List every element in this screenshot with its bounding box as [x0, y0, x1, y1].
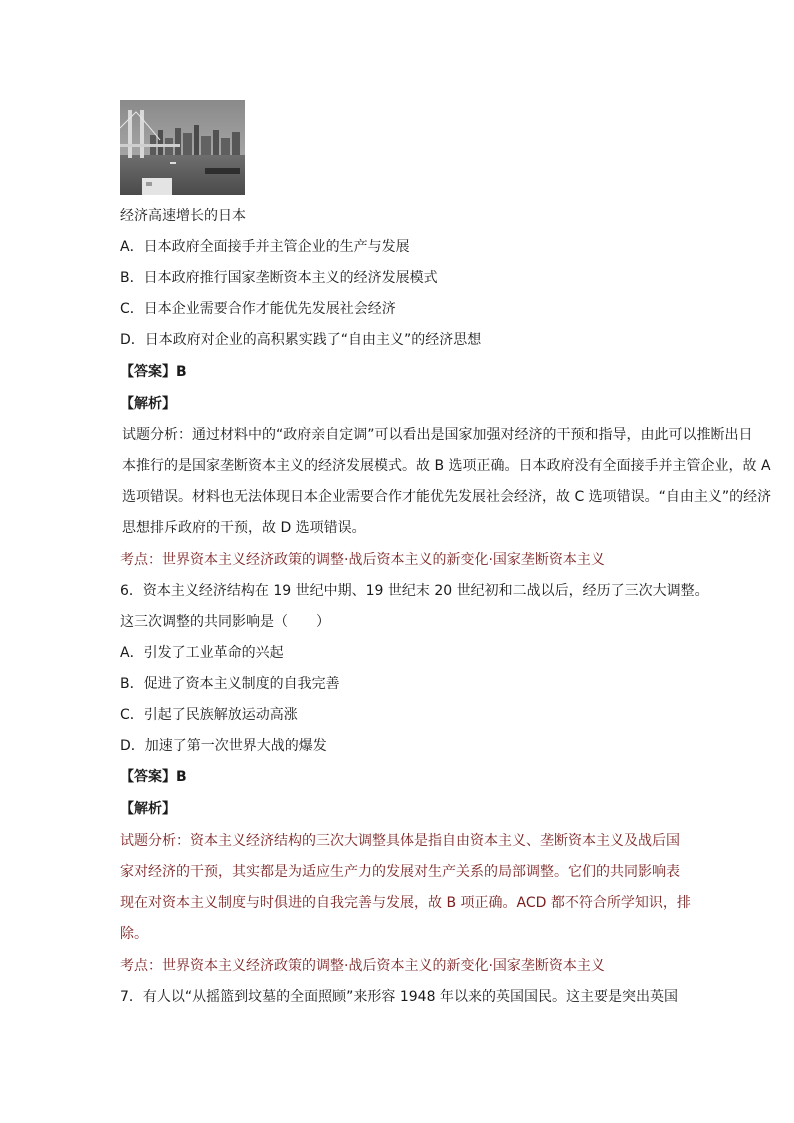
q5-analysis-line-1: 试题分析：通过材料中的“政府亲自定调”可以看出是国家加强对经济的干预和指导，由此可以推断出日	[122, 427, 753, 443]
q5-kaodian: 考点：世界资本主义经济政策的调整·战后资本主义的新变化·国家垄断资本主义	[120, 552, 605, 568]
q6-stem-line-2: 这三次调整的共同影响是（ ）	[120, 614, 330, 630]
q6-answer: 【答案】B	[120, 769, 187, 785]
q5-analysis-line-3: 选项错误。材料也无法体现日本企业需要合作才能优先发展社会经济，故 C 选项错误。“自由主义”的经济	[122, 489, 772, 505]
q6-option-a: A．引发了工业革命的兴起	[120, 645, 284, 661]
q7-stem: 7．有人以“从摇篮到坟墓的全面照顾”来形容 1948 年以来的英国国民。这主要是突出英国	[120, 989, 678, 1005]
q5-option-a: A．日本政府全面接手并主管企业的生产与发展	[120, 239, 410, 255]
q6-option-b: B．促进了资本主义制度的自我完善	[120, 676, 340, 692]
photo-image	[120, 100, 245, 195]
city-bridge-photo	[120, 100, 245, 195]
q6-analysis-line-1: 试题分析：资本主义经济结构的三次大调整具体是指自由资本主义、垄断资本主义及战后国	[120, 833, 680, 849]
q6-stem-line-1: 6．资本主义经济结构在 19 世纪中期、19 世纪末 20 世纪初和二战以后，经历了三次大调整。	[120, 583, 709, 599]
q5-analysis-line-4: 思想排斥政府的干预，故 D 选项错误。	[122, 520, 366, 536]
q6-analysis-line-4: 除。	[120, 926, 148, 942]
q6-analysis-label: 【解析】	[120, 801, 176, 817]
q5-option-b: B．日本政府推行国家垄断资本主义的经济发展模式	[120, 270, 438, 286]
q6-analysis-line-3: 现在对资本主义制度与时俱进的自我完善与发展，故 B 项正确。ACD 都不符合所学知识，排	[120, 895, 691, 911]
q5-analysis-line-2: 本推行的是国家垄断资本主义的经济发展模式。故 B 选项正确。日本政府没有全面接手并主管企业，故 A	[122, 458, 771, 474]
photo-caption: 经济高速增长的日本	[120, 208, 246, 224]
q6-option-d: D．加速了第一次世界大战的爆发	[120, 738, 327, 754]
q5-option-c: C．日本企业需要合作才能优先发展社会经济	[120, 301, 396, 317]
q5-answer: 【答案】B	[120, 364, 187, 380]
q6-kaodian: 考点：世界资本主义经济政策的调整·战后资本主义的新变化·国家垄断资本主义	[120, 958, 605, 974]
q5-analysis-label: 【解析】	[120, 396, 176, 412]
q5-option-d: D．日本政府对企业的高积累实践了“自由主义”的经济思想	[120, 332, 482, 348]
q6-analysis-line-2: 家对经济的干预，其实都是为适应生产力的发展对生产关系的局部调整。它们的共同影响表	[120, 864, 680, 880]
q6-option-c: C．引起了民族解放运动高涨	[120, 707, 298, 723]
